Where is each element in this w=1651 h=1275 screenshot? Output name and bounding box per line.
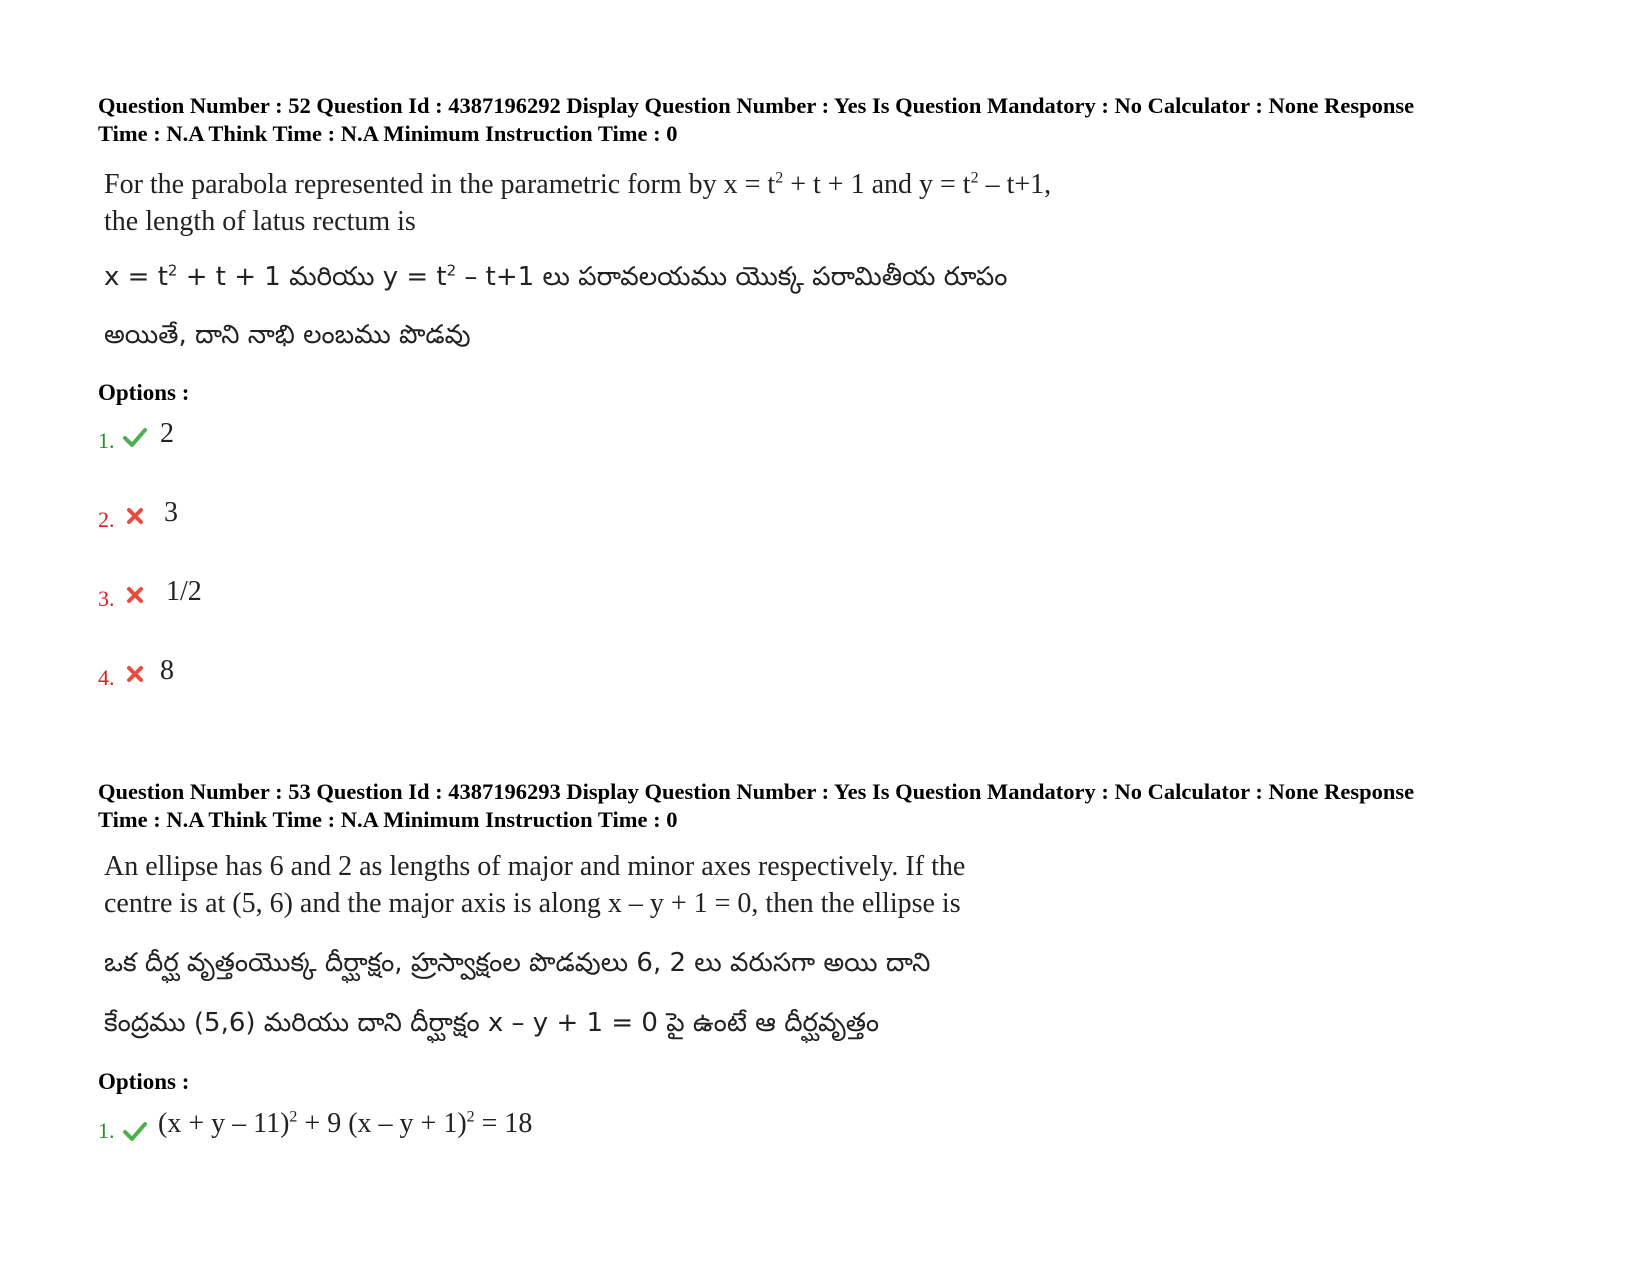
check-icon [122, 1118, 148, 1144]
option-value: 1/2 [166, 576, 202, 607]
superscript: 2 [167, 261, 178, 280]
option-number: 4. [98, 665, 115, 690]
question-text-line: centre is at (5, 6) and the major axis is along x – y + 1 = 0, then the ellipse is [104, 888, 961, 919]
text-segment: + t + 1 మరియు y = t [177, 262, 447, 292]
option-value: 3 [164, 497, 178, 528]
text-segment: – t+1, [978, 169, 1052, 200]
cross-icon [122, 503, 148, 529]
question-meta-line: Question Number : 52 Question Id : 4387196292 Display Question Number : Yes Is Question Mandatory : No Calculator : None Response [98, 93, 1415, 118]
question-53-meta [98, 778, 1578, 834]
check-icon [122, 424, 148, 450]
cross-icon [122, 661, 148, 687]
options-label: Options : [98, 1069, 190, 1094]
question-meta-line: Question Number : 53 Question Id : 4387196293 Display Question Number : Yes Is Question Mandatory : No Calculator : None Response [98, 779, 1415, 804]
question-meta-line: Time : N.A Think Time : N.A Minimum Instruction Time : 0 [98, 807, 678, 832]
question-52-telugu-line-2: అయితే, దాని నాభి లంబము పొడవు [104, 320, 471, 350]
text-segment: + 9 (x – y + 1) [297, 1108, 467, 1139]
option-number: 1. [98, 428, 115, 453]
question-53-english-text [104, 848, 965, 922]
cross-icon [122, 582, 148, 608]
text-segment: – t+1 లు పరావలయము యొక్క పరామితీయ రూపం [456, 262, 1008, 292]
superscript: 2 [970, 169, 979, 187]
superscript: 2 [289, 1108, 298, 1126]
text-segment: x = t [104, 262, 168, 292]
text-segment: For the parabola represented in the parametric form by x = t [104, 169, 776, 200]
question-meta-line: Time : N.A Think Time : N.A Minimum Instruction Time : 0 [98, 121, 678, 146]
question-52-english-text [104, 166, 1051, 240]
option-number: 3. [98, 586, 115, 611]
option-value: 8 [160, 655, 174, 686]
text-segment: = 18 [474, 1108, 533, 1139]
question-text-line [104, 166, 1051, 203]
question-52-meta [98, 92, 1578, 148]
options-label: Options : [98, 380, 190, 405]
question-52-telugu-line-1 [104, 262, 1007, 298]
superscript: 2 [775, 169, 784, 187]
question-text-line: the length of latus rectum is [104, 206, 416, 237]
question-text-line: An ellipse has 6 and 2 as lengths of major and minor axes respectively. If the [104, 851, 966, 882]
superscript: 2 [466, 1108, 475, 1126]
question-53-telugu-line-2: కేంద్రము (5,6) మరియు దాని దీర్ఘాక్షం x – y + 1 = 0 పై ఉంటే ఆ దీర్ఘవృత్తం [104, 1008, 880, 1038]
option-value [158, 1108, 532, 1140]
option-number: 1. [98, 1118, 115, 1143]
option-value: 2 [160, 418, 174, 449]
superscript: 2 [446, 261, 457, 280]
question-53-telugu-line-1: ఒక దీర్ఘ వృత్తంయొక్క దీర్ఘాక్షం, హ్రస్వాక్షంల పొడవులు 6, 2 లు వరుసగా అయి దాని [104, 948, 931, 978]
option-number: 2. [98, 507, 115, 532]
text-segment: (x + y – 11) [158, 1108, 290, 1139]
text-segment: + t + 1 and y = t [783, 169, 971, 200]
